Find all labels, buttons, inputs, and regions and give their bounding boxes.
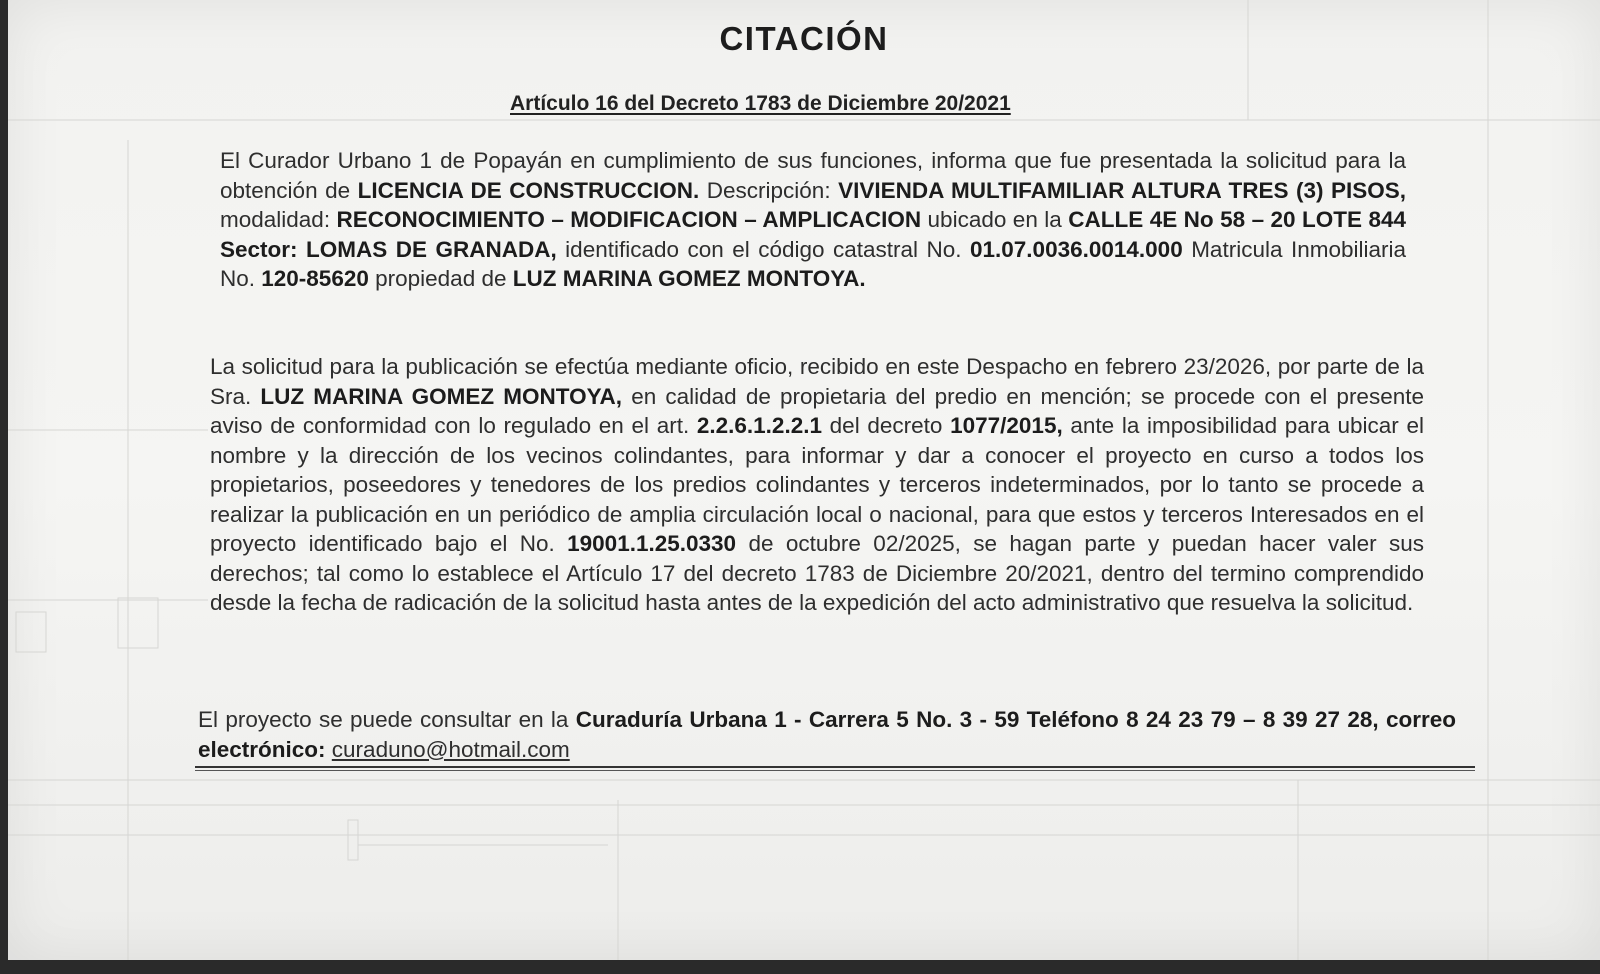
paragraph-text: propiedad de [368,266,513,291]
paragraph-text: El Curador Urbano 1 de Popayán en cumplimiento de sus funciones, informa que fue presentada la solicitud para la obtención de [220,148,1406,203]
article-number: 2.2.6.1.2.2.1 [696,413,822,438]
project-id: 19001.1.25.0330 [567,531,737,556]
paragraph-publication-notice [210,352,1424,618]
document-subtitle: Artículo 16 del Decreto 1783 de Diciembre 20/2021 [510,92,1011,115]
document-page [8,0,1600,960]
paragraph-text: ubicado en la [921,207,1069,232]
page-title: CITACIÓN [719,20,889,57]
paragraph-text: del decreto [821,413,951,438]
office-contact: Curaduría Urbana 1 - Carrera 5 No. 3 - 59 Teléfono 8 24 23 79 – 8 39 27 28, correo electrónico: [198,707,1456,762]
property-registration: 120-85620 [261,266,369,291]
paragraph-text: identificado con el código catastral No. [556,236,970,262]
paragraph-text: ante la imposibilidad para ubicar el nombre y la dirección de los vecinos colindantes, para informar y dar a conocer el proyecto en curso a todos los propietarios, poseedores y tenedores de los predios colindantes y terceros indeterminados, por lo tanto se procede a realizar la publicación en un periódico de amplia circulación local o nacional, para que estos y terceros Interesados en el proyecto identificado bajo el No. [210,413,1424,556]
cadastral-code: 01.07.0036.0014.000 [970,236,1183,262]
paragraph-text: El proyecto se puede consultar en la [198,707,576,732]
paragraph-text: de octubre 02/2025, se hagan parte y puedan hacer valer sus derechos; tal como lo establece el Artículo 17 del decreto 1783 de Diciembre 20/2021, dentro del termino comprendido desde la fecha de radicación de la solicitud hasta antes de la expedición del acto administrativo que resuelva la solicitud. [210,531,1424,615]
decree-number: 1077/2015, [950,413,1063,438]
project-description: VIVIENDA MULTIFAMILIAR ALTURA TRES (3) PISOS, [838,177,1406,203]
owner-name: LUZ MARINA GOMEZ MONTOYA. [512,266,866,291]
contact-email-link[interactable]: curaduno@hotmail.com [331,736,570,762]
paragraph-text: modalidad: [220,207,337,232]
divider [195,766,1475,768]
paragraph-text: Descripción: [699,177,839,203]
paragraph-text: Matricula Inmobiliaria No. [220,236,1406,291]
property-address: CALLE 4E No 58 – 20 LOTE 844 Sector: LOMAS DE GRANADA, [220,207,1406,262]
project-modality: RECONOCIMIENTO – MODIFICACION – AMPLICACION [336,207,922,232]
license-type: LICENCIA DE CONSTRUCCION. [357,177,700,203]
divider [195,770,1475,771]
paragraph-text: en calidad de propietaria del predio en mención; se procede con el presente aviso de conformidad con lo regulado en el art. [210,383,1424,438]
paragraph-contact-info [198,705,1456,764]
paragraph-text: La solicitud para la publicación se efectúa mediante oficio, recibido en este Despacho en febrero 23/2026, por parte de la Sra. [210,354,1424,409]
paragraph-license-request [220,146,1406,294]
owner-name: LUZ MARINA GOMEZ MONTOYA, [260,383,623,409]
